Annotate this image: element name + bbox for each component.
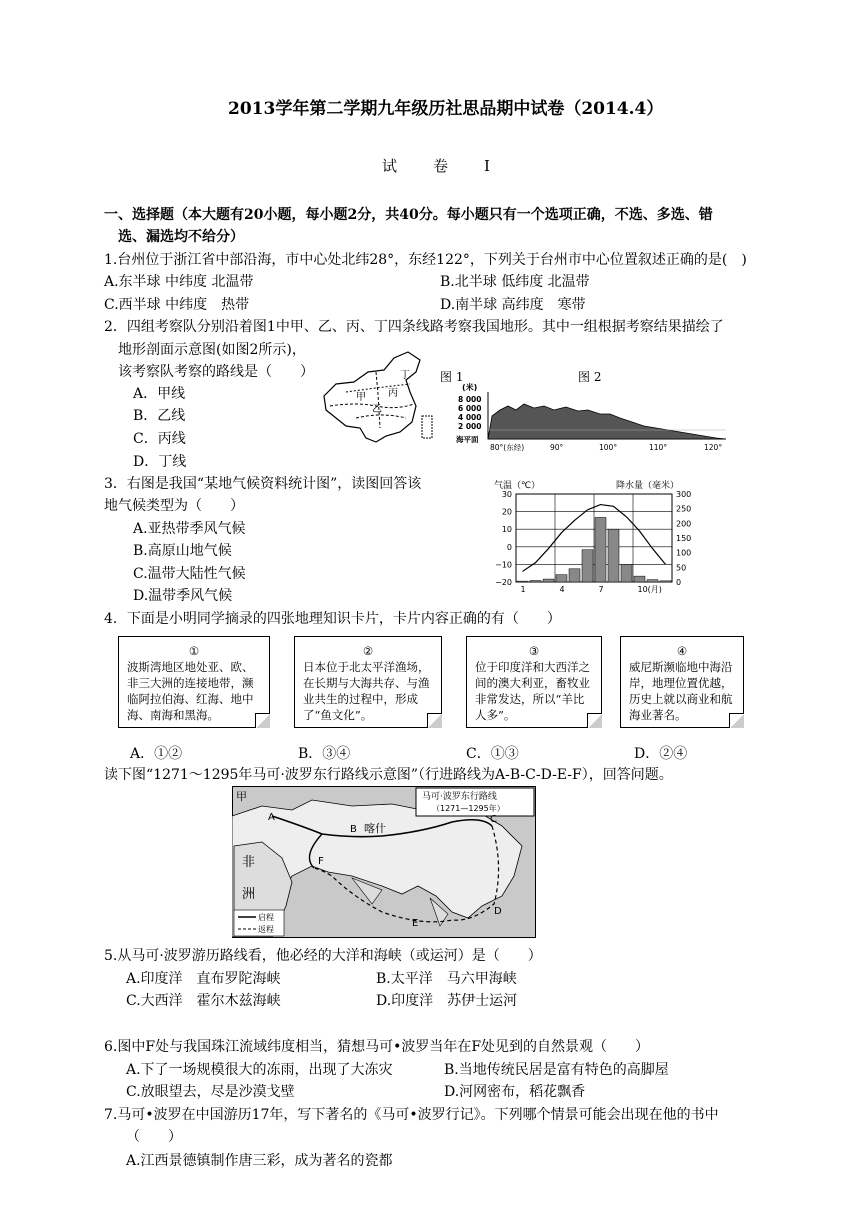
climate-precip-bar bbox=[582, 550, 593, 582]
map-label-bing: 丙 bbox=[388, 388, 398, 399]
question-5-option-d: D.印度洋 苏伊士运河 bbox=[376, 993, 518, 1009]
question-1-option-c: C.西半球 中纬度 热带 bbox=[104, 297, 250, 313]
paper-subtitle: 试 卷 I bbox=[382, 157, 492, 175]
profile-xtick-90: 90° bbox=[550, 443, 564, 452]
legend-go: 启程 bbox=[258, 913, 274, 922]
card-1-text: 波斯湾地区地处亚、欧、非三大洲的连接地带，濒临阿拉伯海、红海、地中海、南海和黑海。 bbox=[127, 660, 254, 722]
profile-unit: (米) bbox=[462, 383, 478, 392]
climate-precip-bar bbox=[647, 580, 658, 582]
climate-precip-bar bbox=[621, 564, 632, 582]
section-heading: 一、选择题（本大题有20小题，每小题2分，共40分。每小题只有一个选项正确，不选、多选、错 bbox=[104, 207, 713, 223]
climate-precip-bar bbox=[530, 581, 541, 582]
profile-xtick-100: 100° bbox=[599, 443, 618, 452]
question-2-option-c: C．丙线 bbox=[133, 431, 186, 447]
question-2-option-d: D．丁线 bbox=[133, 454, 187, 470]
climate-precip-tick: 300 bbox=[676, 490, 692, 499]
climate-precip-tick: 50 bbox=[676, 563, 687, 573]
reading-intro: 读下图“1271～1295年马可·波罗东行路线示意图”（行进路线为A-B-C-D-E-F），回答问题。 bbox=[104, 767, 673, 783]
climate-precip-bar bbox=[608, 529, 619, 582]
question-2-option-b: B．乙线 bbox=[133, 408, 186, 424]
climate-precip-tick: 250 bbox=[676, 504, 692, 514]
climate-precip-bar bbox=[517, 581, 528, 582]
climate-precip-bar bbox=[660, 581, 671, 582]
card-1-number: ① bbox=[188, 644, 200, 658]
question-3-option-a: A.亚热带季风气候 bbox=[133, 521, 246, 537]
question-6-option-a: A.下了一场规模很大的冻雨，出现了大冻灾 bbox=[126, 1062, 393, 1078]
section-heading-cont: 选、漏选均不给分） bbox=[118, 229, 244, 245]
question-7-stem-line2: （ ） bbox=[126, 1129, 182, 1145]
figure-1-caption: 图 1 bbox=[440, 370, 464, 384]
question-3-option-d: D.温带季风气候 bbox=[133, 588, 233, 604]
profile-xtick-80: 80°(东经) bbox=[490, 443, 525, 452]
profile-ytick-6000: 6 000 bbox=[458, 404, 482, 413]
china-route-map bbox=[316, 348, 446, 446]
climate-xtick: 4 bbox=[559, 585, 565, 594]
climate-chart bbox=[480, 478, 706, 594]
knowledge-card-1 bbox=[118, 636, 270, 728]
card-3-number: ③ bbox=[528, 644, 540, 658]
question-1-option-b: B.北半球 低纬度 北温带 bbox=[440, 274, 590, 290]
profile-sea-level: 海平面 bbox=[456, 435, 479, 444]
terrain-profile-chart bbox=[454, 380, 734, 454]
profile-ytick-4000: 4 000 bbox=[458, 413, 482, 422]
question-3-stem: 3．右图是我国“某地气候资料统计图”，读图回答该 bbox=[104, 476, 422, 492]
question-2-option-a: A．甲线 bbox=[133, 386, 186, 402]
map-label-fei: 非 bbox=[242, 855, 256, 870]
map-point-e: E bbox=[412, 918, 419, 929]
map-legend-years: （1271—1295年） bbox=[432, 804, 505, 813]
knowledge-card-2 bbox=[294, 636, 442, 728]
question-1-option-d: D.南半球 高纬度 寒带 bbox=[440, 297, 586, 313]
card-2-number: ② bbox=[362, 644, 374, 658]
climate-temp-tick: 0 bbox=[506, 542, 512, 552]
question-3-option-c: C.温带大陆性气候 bbox=[133, 566, 246, 582]
card-2-text: 日本位于北太平洋渔场，在长期与大海共存、与渔业共生的过程中，形成了“鱼文化”。 bbox=[303, 660, 430, 722]
map-point-d: D bbox=[494, 906, 502, 917]
question-4-option-a: A．①② bbox=[130, 746, 183, 762]
card-4-text: 威尼斯濒临地中海沿岸，地理位置优越，历史上就以商业和航海业著名。 bbox=[629, 660, 733, 722]
question-6-option-c: C.放眼望去，尽是沙漠戈壁 bbox=[126, 1084, 295, 1100]
question-5-option-c: C.大西洋 霍尔木兹海峡 bbox=[126, 993, 281, 1009]
knowledge-card-3 bbox=[466, 636, 602, 728]
question-1-option-a: A.东半球 中纬度 北温带 bbox=[104, 274, 254, 290]
card-4-number: ④ bbox=[676, 644, 688, 658]
question-7-stem: 7.马可•波罗在中国游历17年，写下著名的《马可•波罗行记》。下列哪个情景可能会出现在他的书中 bbox=[104, 1107, 719, 1123]
question-3-option-b: B.高原山地气候 bbox=[133, 543, 232, 559]
climate-temp-tick: −20 bbox=[495, 578, 512, 587]
question-2-stem-line2: 地形剖面示意图(如图2所示)， bbox=[118, 342, 306, 358]
map-label-kashgar: 喀什 bbox=[364, 822, 386, 835]
map-label-zhou: 洲 bbox=[242, 887, 256, 902]
climate-title-left: 气温（℃） bbox=[494, 481, 541, 491]
map-point-b: B bbox=[350, 824, 357, 835]
climate-precip-tick: 100 bbox=[676, 548, 692, 558]
climate-xtick: 1 bbox=[520, 585, 526, 594]
question-2-stem: 2．四组考察队分别沿着图1中甲、乙、丙、丁四条线路考察我国地形。其中一组根据考察结果描绘了 bbox=[104, 319, 724, 335]
question-4-option-b: B．③④ bbox=[298, 746, 351, 762]
question-5-stem: 5.从马可·波罗游历路线看，他必经的大洋和海峡（或运河）是（ ） bbox=[104, 948, 542, 964]
climate-title-right: 降水量（毫米） bbox=[616, 481, 680, 491]
climate-precip-bar bbox=[569, 569, 580, 582]
question-3-stem-line2: 地气候类型为（ ） bbox=[104, 498, 244, 514]
climate-precip-tick: 150 bbox=[676, 534, 692, 543]
card-3-text: 位于印度洋和大西洋之间的澳大利亚，畜牧业非常发达，所以“羊比人多”。 bbox=[475, 660, 590, 722]
knowledge-card-4 bbox=[620, 636, 744, 728]
profile-ytick-8000: 8 000 bbox=[458, 395, 482, 404]
question-1-stem: 1.台州位于浙江省中部沿海，市中心处北纬28°，东经122°，下列关于台州市中心位置叙述正确的是( ) bbox=[104, 252, 747, 268]
question-4-option-d: D．②④ bbox=[634, 746, 688, 762]
climate-precip-bar bbox=[595, 517, 606, 582]
climate-temp-tick: 30 bbox=[501, 490, 512, 499]
climate-temp-tick: 20 bbox=[501, 507, 512, 517]
map-point-f: F bbox=[318, 856, 324, 867]
map-label-yi: 乙 bbox=[372, 404, 382, 415]
map-label-jia: 甲 bbox=[356, 392, 366, 403]
map-point-a: A bbox=[268, 812, 275, 823]
question-4-option-c: C．①③ bbox=[466, 746, 519, 762]
climate-precip-tick: 0 bbox=[676, 578, 682, 587]
climate-precip-bar bbox=[543, 579, 554, 582]
climate-precip-tick: 200 bbox=[676, 519, 692, 529]
profile-xtick-110: 110° bbox=[649, 443, 668, 452]
climate-precip-bar bbox=[634, 576, 645, 582]
climate-temp-tick: −10 bbox=[495, 560, 512, 570]
figure-2-caption: 图 2 bbox=[578, 370, 602, 384]
question-5-option-a: A.印度洋 直布罗陀海峡 bbox=[126, 971, 281, 987]
climate-precip-bar bbox=[556, 575, 567, 582]
climate-xtick: 7 bbox=[598, 585, 604, 594]
question-6-option-d: D.河网密布，稻花飘香 bbox=[444, 1084, 586, 1100]
question-4-stem: 4．下面是小明同学摘录的四张地理知识卡片，卡片内容正确的有（ ） bbox=[104, 611, 561, 627]
profile-ytick-2000: 2 000 bbox=[458, 422, 482, 431]
question-2-stem-line3: 该考察队考察的路线是（ ） bbox=[118, 364, 314, 380]
map-label-jia-region: 甲 bbox=[236, 790, 247, 803]
map-legend-title: 马可·波罗东行路线 bbox=[422, 792, 497, 802]
question-6-option-b: B.当地传统民居是富有特色的高脚屋 bbox=[444, 1062, 669, 1078]
profile-xtick-120: 120° bbox=[704, 443, 723, 452]
question-6-stem: 6.图中F处与我国珠江流域纬度相当，猜想马可•波罗当年在F处见到的自然景观（ ） bbox=[104, 1039, 650, 1055]
climate-temp-tick: 10 bbox=[501, 525, 512, 535]
legend-return: 返程 bbox=[258, 925, 274, 934]
map-label-ding: 丁 bbox=[400, 370, 410, 381]
marco-polo-route-map bbox=[232, 786, 536, 938]
question-5-option-b: B.太平洋 马六甲海峡 bbox=[376, 971, 517, 987]
map-point-c: C bbox=[490, 814, 497, 825]
climate-xtick: 10(月) bbox=[637, 585, 662, 594]
page-title: 2013学年第二学期九年级历社思品期中试卷（2014.4） bbox=[228, 99, 664, 119]
question-7-option-a: A.江西景德镇制作唐三彩，成为著名的瓷都 bbox=[126, 1153, 393, 1169]
